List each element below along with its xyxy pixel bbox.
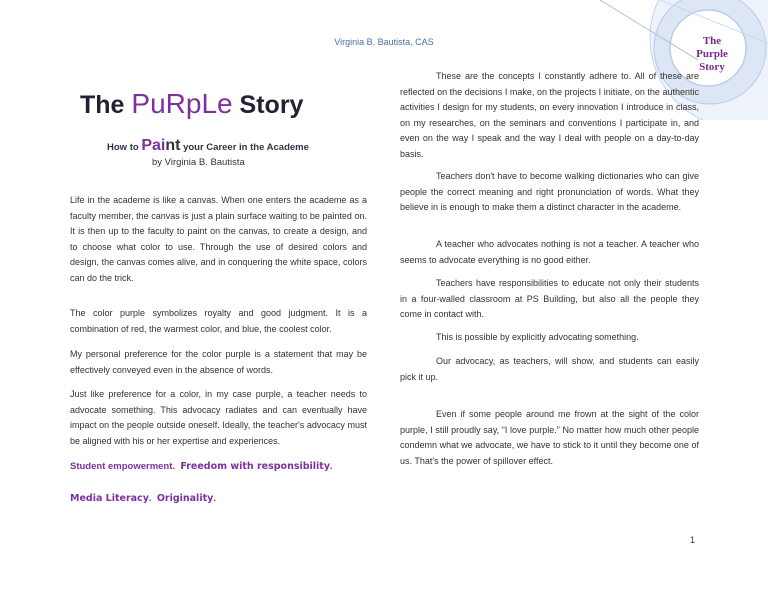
corner-badge-line3: Story: [699, 61, 725, 73]
advocacy-dot: .: [213, 493, 216, 504]
document-subtitle: [107, 137, 309, 155]
page-header: Virginia B. Bautista, CAS: [334, 37, 434, 47]
page-number: 1: [690, 535, 696, 545]
left-paragraph-2: The color purple symbolizes royalty and good judgment. It is a combination of red, the warmest color, and blue, the coolest color.: [70, 308, 367, 334]
advocacy-line-1: [70, 461, 333, 472]
right-paragraph-1: These are the concepts I constantly adhere to. All of these are reflected on the decisions I make, on the projects I initiate, on the authentic activities I design for my students, on every innovation I introduce in class, on my researches, on the seminars and conventions I participate in, and even on the way I speak and the way I deal with people on a day-to-day basis.: [400, 71, 699, 159]
advocacy-student-empowerment: Student empowerment: [70, 461, 173, 472]
right-paragraph-4: Teachers have responsibilities to educate not only their students in a four-walled classroom at PS Building, but also all the people they come in contact with.: [400, 278, 699, 319]
left-paragraph-3: My personal preference for the color purple is a statement that may be effectively conveyed even in the absence of words.: [70, 349, 367, 375]
right-paragraph-3: A teacher who advocates nothing is not a teacher. A teacher who seems to advocate everything is no good either.: [400, 239, 699, 265]
subtitle-suffix: your Career in the Academe: [180, 142, 309, 153]
corner-badge-line1: The: [702, 35, 722, 47]
title-purple: PuRpLe: [131, 88, 233, 119]
advocacy-originality: Originality: [156, 493, 214, 504]
title-the: The: [80, 91, 125, 119]
right-paragraph-2: Teachers don't have to become walking dictionaries who can give people the correct meaning and right pronunciation of words. What they believe in is enough to make them a distinct character in the academe.: [400, 171, 699, 212]
right-paragraph-6: Our advocacy, as teachers, will show, and students can easily pick it up.: [400, 356, 699, 382]
left-paragraph-4: Just like preference for a color, in my case purple, a teacher needs to advocate something. This advocacy radiates and can eventually have impact on the people outside oneself. Ideally, the teacher's advocacy must be aligned with his or her expertise and experiences.: [70, 389, 367, 446]
advocacy-media-literacy: Media Literacy: [70, 493, 149, 504]
advocacy-freedom: Freedom with responsibility: [180, 461, 331, 472]
right-paragraph-7: Even if some people around me frown at the sight of the color purple, I still proudly say, “I love purple.” No matter how much other people condemn what we advocate, we have to stick to it until they become one of us. That's the power of spillover effect.: [400, 409, 699, 466]
advocacy-line-2: [70, 493, 216, 504]
document-title: [80, 88, 303, 120]
corner-badge-line2: Purple: [696, 48, 728, 60]
advocacy-dot: .: [148, 493, 152, 504]
advocacy-dot: .: [172, 461, 176, 472]
left-paragraph-1: Life in the academe is like a canvas. When one enters the academe as a faculty member, the canvas is just a plain surface waiting to be painted on. It is then up to the faculty to paint on the canvas, to create a design, and to choose what color to use. Through the use of desired colors and design, the canvas comes alive, and in conquering the white space, colors can do the trick.: [70, 195, 367, 283]
title-story: Story: [239, 91, 304, 119]
right-paragraph-5: This is possible by explicitly advocating something.: [436, 332, 639, 342]
subtitle-prefix: How to: [107, 142, 142, 153]
advocacy-dot: .: [330, 461, 333, 472]
subtitle-paint-n: n: [165, 137, 176, 154]
subtitle-paint: Pai: [141, 137, 166, 154]
subtitle-paint-t: t: [175, 137, 181, 154]
byline: by Virginia B. Bautista: [152, 157, 245, 168]
